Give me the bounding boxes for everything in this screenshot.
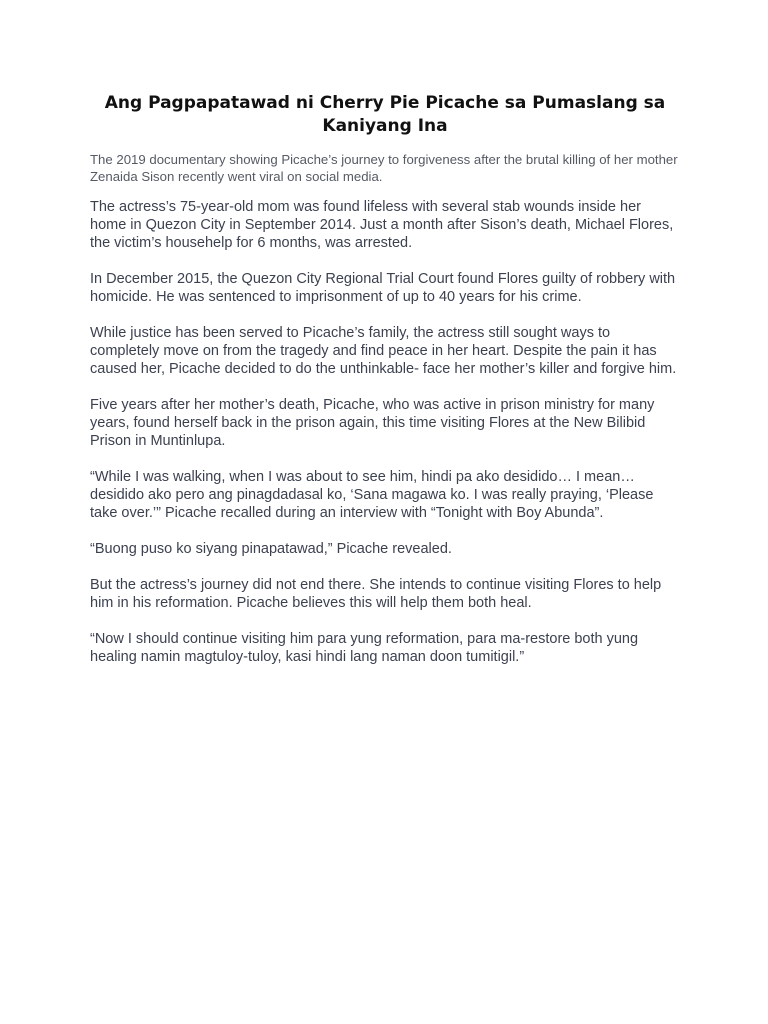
paragraph-4: Five years after her mother’s death, Picache, who was active in prison ministry for many years, found herself back in the prison again, this time visiting Flores at the New Bilibid Prison in Muntinlupa. <box>90 397 655 449</box>
paragraph-7: But the actress’s journey did not end there. She intends to continue visiting Flores to help him in his reformation. Picache believes this will help them both heal. <box>90 577 662 611</box>
article-title: Ang Pagpapatawad ni Cherry Pie Picache sa Pumaslang sa Kaniyang Ina <box>104 93 666 136</box>
article-subtitle: The 2019 documentary showing Picache’s journey to forgiveness after the brutal killing of her mother Zenaida Sison recently went viral on social media. <box>90 152 678 184</box>
paragraph-1: The actress’s 75-year-old mom was found lifeless with several stab wounds inside her home in Quezon City in September 2014. Just a month after Sison’s death, Michael Flores, the victim’s househelp for 6 months, was arrested. <box>90 199 674 251</box>
paragraph-8: “Now I should continue visiting him para yung reformation, para ma-restore both yung healing namin magtuloy-tuloy, kasi hindi lang naman doon tumitigil.” <box>90 631 639 665</box>
paragraph-6: “Buong puso ko siyang pinapatawad,” Picache revealed. <box>90 541 452 557</box>
paragraph-2: In December 2015, the Quezon City Regional Trial Court found Flores guilty of robbery with homicide. He was sentenced to imprisonment of up to 40 years for his crime. <box>90 271 676 305</box>
paragraph-5: “While I was walking, when I was about to see him, hindi pa ako desidido… I mean… desidido ako pero ang pinagdadasal ko, ‘Sana magawa ko. I was really praying, ‘Please take over.’” Picache recalled during an interview with “Tonight with Boy Abunda”. <box>90 469 654 521</box>
paragraph-3: While justice has been served to Picache’s family, the actress still sought ways to completely move on from the tragedy and find peace in her heart. Despite the pain it has caused her, Picache decided to do the unthinkable- face her mother’s killer and forgive him. <box>90 325 677 377</box>
article <box>90 92 680 684</box>
